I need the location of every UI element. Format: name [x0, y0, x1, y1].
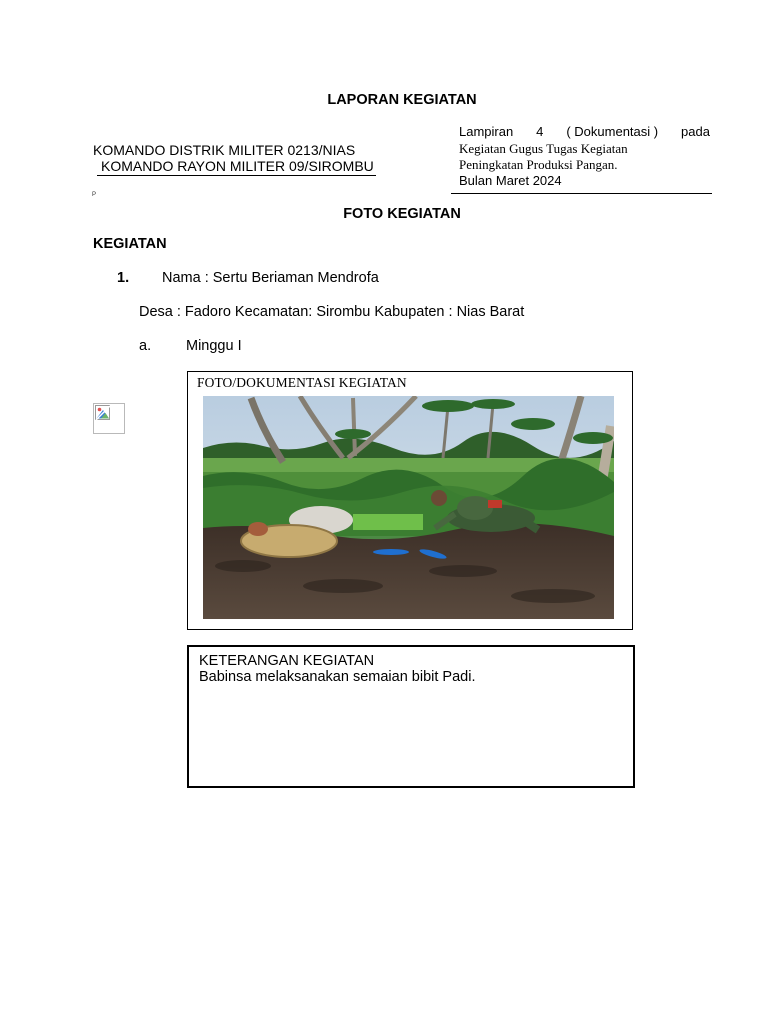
broken-image-icon [93, 403, 125, 434]
lampiran-divider [451, 193, 712, 194]
document-title: LAPORAN KEGIATAN [327, 92, 477, 108]
keterangan-text: Babinsa melaksanakan semaian bibit Padi. [199, 669, 476, 685]
sub-item-label: Minggu I [186, 338, 242, 354]
sub-item-letter: a. [139, 338, 152, 354]
photo-documentation-box [187, 371, 633, 630]
lampiran-line-2: Kegiatan Gugus Tugas Kegiatan [459, 141, 628, 156]
stray-mark: P [92, 192, 97, 198]
lampiran-month: Bulan Maret 2024 [459, 173, 562, 188]
lampiran-line-3: Peningkatan Produksi Pangan. [459, 157, 618, 172]
lampiran-number: 4 [536, 124, 544, 139]
koramil-header: KOMANDO RAYON MILITER 09/SIROMBU [97, 158, 376, 176]
kodim-header: KOMANDO DISTRIK MILITER 0213/NIAS [93, 142, 356, 158]
kegiatan-heading: KEGIATAN [93, 236, 167, 252]
item-name: Nama : Sertu Beriaman Mendrofa [162, 270, 379, 286]
item-location: Desa : Fadoro Kecamatan: Sirombu Kabupaten : Nias Barat [139, 304, 525, 320]
lampiran-pada: pada [681, 124, 710, 139]
lampiran-type: ( Dokumentasi ) [566, 124, 659, 139]
item-number: 1. [117, 270, 130, 286]
photo-caption: FOTO/DOKUMENTASI KEGIATAN [197, 375, 407, 390]
keterangan-title: KETERANGAN KEGIATAN [199, 653, 375, 669]
section-title: FOTO KEGIATAN [343, 206, 461, 222]
lampiran-line-1 [459, 124, 710, 139]
keterangan-box [187, 645, 635, 788]
field-photo [203, 396, 614, 619]
lampiran-word: Lampiran [459, 124, 514, 139]
